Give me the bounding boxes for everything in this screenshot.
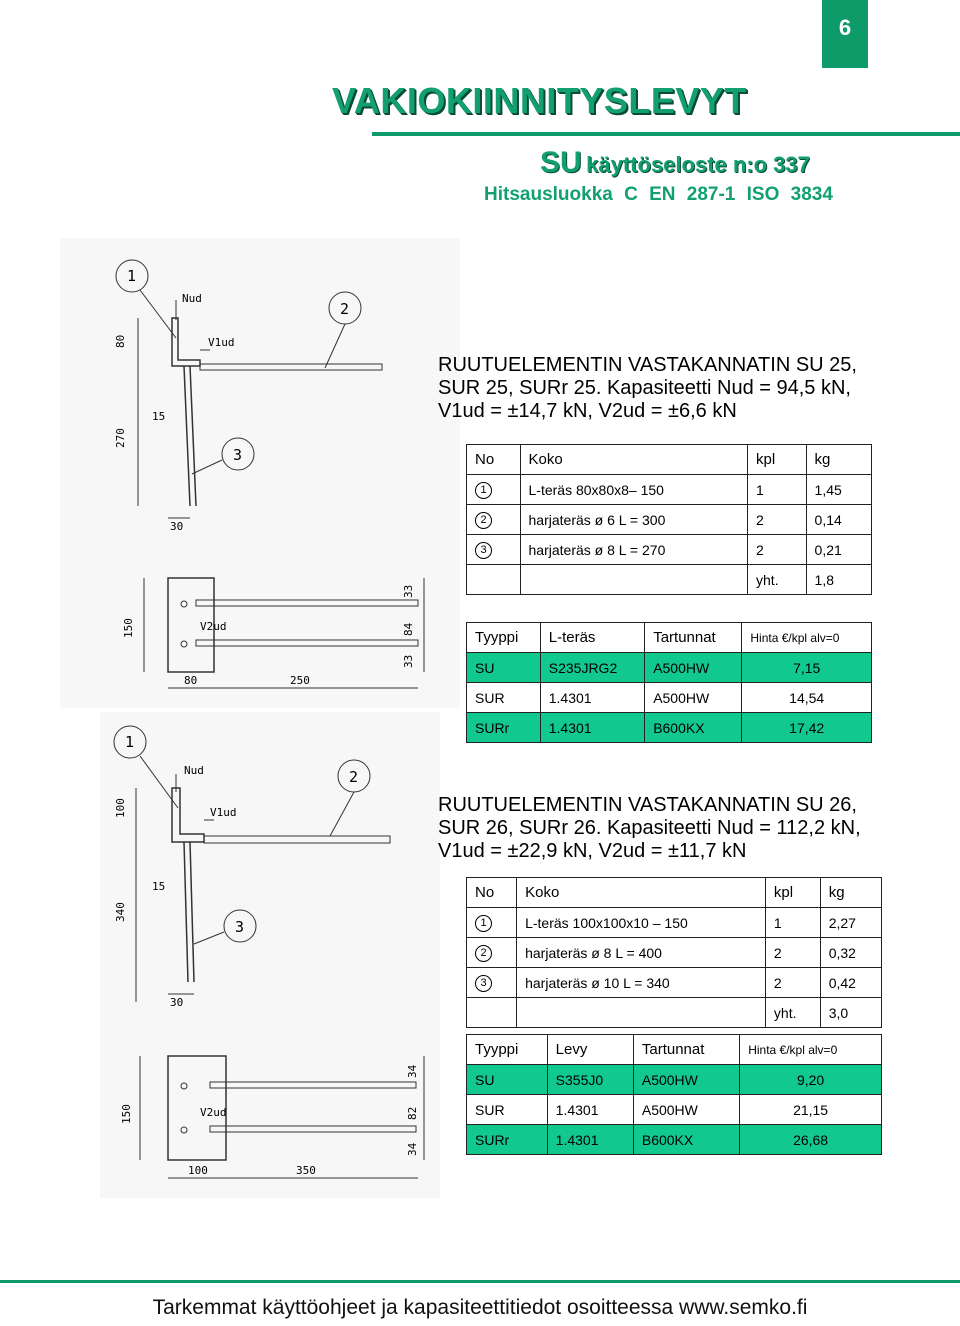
header-tyyppi: Tyyppi <box>467 1035 548 1065</box>
header-koko: Koko <box>520 445 748 475</box>
technical-drawing-su25 <box>60 238 460 708</box>
part-size: harjateräs ø 10 L = 340 <box>517 968 766 998</box>
header-kg: kg <box>820 878 881 908</box>
section1-heading <box>438 354 857 423</box>
header-kpl: kpl <box>748 445 807 475</box>
part-number: 2 <box>475 945 492 962</box>
title-divider <box>372 132 960 136</box>
dim-84: 84 <box>402 622 415 636</box>
table-header-row <box>467 878 882 908</box>
dim-30: 30 <box>170 520 184 533</box>
dim-270: 270 <box>114 428 127 448</box>
label-v1ud: V1ud <box>210 806 237 819</box>
dim-80: 80 <box>114 334 127 348</box>
section2-heading <box>438 794 861 863</box>
section1-heading-line1: RUUTUELEMENTIN VASTAKANNATIN SU 25, <box>438 354 857 376</box>
type-tartunnat: A500HW <box>633 1095 739 1125</box>
header-hinta: Hinta €/kpl alv=0 <box>740 1035 882 1065</box>
header-no: No <box>467 445 521 475</box>
type-name: SURr <box>467 713 541 743</box>
section2-heading-line1: RUUTUELEMENTIN VASTAKANNATIN SU 26, <box>438 794 857 816</box>
dim-34-top: 34 <box>406 1064 419 1078</box>
dim-350: 350 <box>296 1164 316 1177</box>
dim-30: 30 <box>170 996 184 1009</box>
table-row <box>467 505 872 535</box>
part-number: 2 <box>475 512 492 529</box>
type-tartunnat: B600KX <box>633 1125 739 1155</box>
part-size: harjateräs ø 8 L = 400 <box>517 938 766 968</box>
page-number-tab <box>822 0 868 68</box>
type-price: 26,68 <box>740 1125 882 1155</box>
part-weight: 0,32 <box>820 938 881 968</box>
type-tartunnat: A500HW <box>633 1065 739 1095</box>
table-row <box>467 1125 882 1155</box>
part-size: L-teräs 80x80x8– 150 <box>520 475 748 505</box>
type-name: SUR <box>467 683 541 713</box>
type-price: 21,15 <box>740 1095 882 1125</box>
total-label: yht. <box>748 565 807 595</box>
part-number: 1 <box>475 915 492 932</box>
section2-heading-line3: V1ud = ±22,9 kN, V2ud = ±11,7 kN <box>438 840 747 862</box>
section1-heading-line2: SUR 25, SURr 25. Kapasiteetti Nud = 94,5 kN, <box>438 377 851 399</box>
standard-line: Hitsausluokka C EN 287-1 ISO 3834 <box>484 184 833 205</box>
dim-100: 100 <box>114 798 127 818</box>
type-price: 7,15 <box>742 653 872 683</box>
footer-divider <box>0 1280 960 1283</box>
dim-34-bottom: 34 <box>406 1142 419 1156</box>
callout-2: 2 <box>340 300 350 318</box>
dim-33-top: 33 <box>402 584 415 598</box>
dim-15: 15 <box>152 880 166 893</box>
label-nud: Nud <box>184 764 204 777</box>
type-material: 1.4301 <box>540 683 644 713</box>
part-number: 1 <box>475 482 492 499</box>
table-row <box>467 713 872 743</box>
total-label: yht. <box>765 998 820 1028</box>
header-material: L-teräs <box>540 623 644 653</box>
dim-15: 15 <box>152 410 166 423</box>
table-row <box>467 938 882 968</box>
header-kg: kg <box>806 445 871 475</box>
callout-1: 1 <box>127 267 137 285</box>
part-qty: 2 <box>748 535 807 565</box>
dim-150: 150 <box>120 1104 133 1124</box>
type-price: 9,20 <box>740 1065 882 1095</box>
dim-33-bottom: 33 <box>402 654 415 668</box>
part-number: 3 <box>475 975 492 992</box>
type-name: SU <box>467 653 541 683</box>
type-tartunnat: B600KX <box>645 713 742 743</box>
type-price: 14,54 <box>742 683 872 713</box>
callout-3: 3 <box>235 918 245 936</box>
section1-parts-table <box>466 444 872 595</box>
table-header-row <box>467 1035 882 1065</box>
header-tartunnat: Tartunnat <box>633 1035 739 1065</box>
technical-drawing-su26 <box>100 712 440 1198</box>
subtitle-text: käyttöseloste n:o 337 <box>586 152 810 177</box>
callout-1: 1 <box>125 733 135 751</box>
section1-heading-line3: V1ud = ±14,7 kN, V2ud = ±6,6 kN <box>438 400 737 422</box>
section2-parts-table <box>466 877 882 1028</box>
total-row <box>467 998 882 1028</box>
type-material: 1.4301 <box>547 1095 633 1125</box>
part-number: 3 <box>475 542 492 559</box>
header-koko: Koko <box>517 878 766 908</box>
table-row <box>467 475 872 505</box>
dim-80-plan: 80 <box>184 674 198 687</box>
page-number: 6 <box>838 15 852 40</box>
type-name: SU <box>467 1065 548 1095</box>
callout-3: 3 <box>233 446 243 464</box>
total-value: 1,8 <box>806 565 871 595</box>
label-v2ud: V2ud <box>200 620 227 633</box>
page-title: VAKIOKIINNITYSLEVYT <box>332 80 747 121</box>
type-material: S235JRG2 <box>540 653 644 683</box>
footer-text: Tarkemmat käyttöohjeet ja kapasiteettitiedot osoitteessa www.semko.fi <box>152 1296 808 1319</box>
table-row <box>467 535 872 565</box>
dim-82: 82 <box>406 1106 419 1120</box>
dim-150: 150 <box>122 618 135 638</box>
type-price: 17,42 <box>742 713 872 743</box>
part-qty: 1 <box>748 475 807 505</box>
part-weight: 1,45 <box>806 475 871 505</box>
label-nud: Nud <box>182 292 202 305</box>
type-tartunnat: A500HW <box>645 683 742 713</box>
type-material: 1.4301 <box>547 1125 633 1155</box>
table-row <box>467 1095 882 1125</box>
table-row <box>467 1065 882 1095</box>
section1-types-table <box>466 622 872 743</box>
part-weight: 0,42 <box>820 968 881 998</box>
header-no: No <box>467 878 517 908</box>
total-value: 3,0 <box>820 998 881 1028</box>
callout-2: 2 <box>349 768 359 786</box>
header-material: Levy <box>547 1035 633 1065</box>
type-name: SUR <box>467 1095 548 1125</box>
label-v1ud: V1ud <box>208 336 235 349</box>
product-code: SU <box>540 146 582 179</box>
subtitle <box>540 146 810 180</box>
label-v2ud: V2ud <box>200 1106 227 1119</box>
part-size: harjateräs ø 8 L = 270 <box>520 535 748 565</box>
part-weight: 2,27 <box>820 908 881 938</box>
part-qty: 2 <box>748 505 807 535</box>
header-kpl: kpl <box>765 878 820 908</box>
section2-types-table <box>466 1034 882 1155</box>
table-header-row <box>467 623 872 653</box>
part-size: L-teräs 100x100x10 – 150 <box>517 908 766 938</box>
part-qty: 2 <box>765 968 820 998</box>
section2-heading-line2: SUR 26, SURr 26. Kapasiteetti Nud = 112,2 kN, <box>438 817 861 839</box>
header-tyyppi: Tyyppi <box>467 623 541 653</box>
table-header-row <box>467 445 872 475</box>
header-hinta: Hinta €/kpl alv=0 <box>742 623 872 653</box>
part-weight: 0,14 <box>806 505 871 535</box>
table-row <box>467 653 872 683</box>
total-row <box>467 565 872 595</box>
dim-100-plan: 100 <box>188 1164 208 1177</box>
table-row <box>467 968 882 998</box>
part-qty: 2 <box>765 938 820 968</box>
type-tartunnat: A500HW <box>645 653 742 683</box>
table-row <box>467 683 872 713</box>
type-name: SURr <box>467 1125 548 1155</box>
type-material: 1.4301 <box>540 713 644 743</box>
part-weight: 0,21 <box>806 535 871 565</box>
header-tartunnat: Tartunnat <box>645 623 742 653</box>
dim-250: 250 <box>290 674 310 687</box>
type-material: S355J0 <box>547 1065 633 1095</box>
part-size: harjateräs ø 6 L = 300 <box>520 505 748 535</box>
dim-340: 340 <box>114 902 127 922</box>
table-row <box>467 908 882 938</box>
part-qty: 1 <box>765 908 820 938</box>
